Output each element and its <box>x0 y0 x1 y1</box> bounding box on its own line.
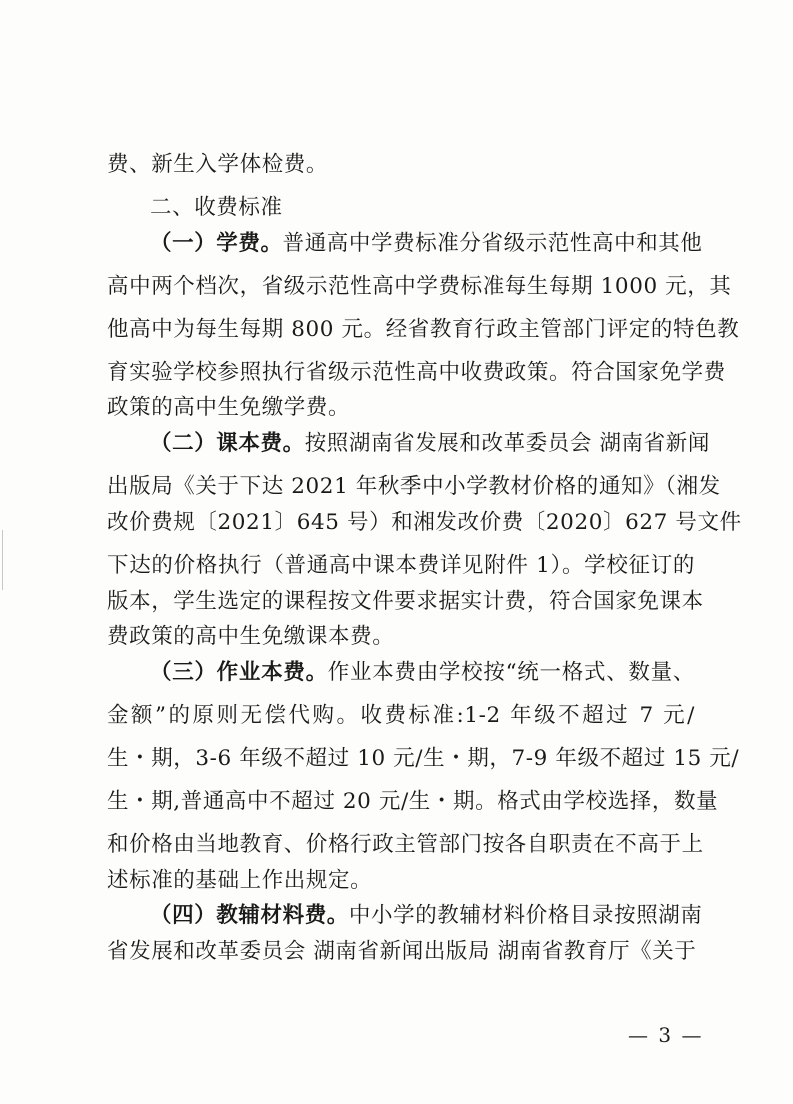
paragraph-line <box>150 229 703 259</box>
item-heading-tuition: （一）学费。 <box>150 231 283 256</box>
paragraph-line: 省发展和改革委员会 湖南省新闻出版局 湖南省教育厅《关于 <box>107 939 697 964</box>
paragraph-line: 生・期，3-6 年级不超过 10 元/生・期，7-9 年级不超过 15 元/ <box>107 746 740 771</box>
page-number: — 3 — <box>628 1023 704 1047</box>
paragraph-line: 金额”的原则无偿代购。收费标准:1-2 年级不超过 7 元/ <box>107 703 695 728</box>
paragraph-line: 高中两个档次，省级示范性高中学费标准每生每期 1000 元，其 <box>107 274 732 299</box>
paragraph-line: 和价格由当地教育、价格行政主管部门按各自职责在不高于上 <box>107 832 704 857</box>
paragraph-line <box>150 658 695 688</box>
paragraph-line: 费政策的高中生免缴课本费。 <box>107 624 395 649</box>
section-heading: 二、收费标准 <box>150 195 283 220</box>
item-heading-textbook: （二）课本费。 <box>150 431 305 456</box>
paragraph-text: 普通高中学费标准分省级示范性高中和其他 <box>282 231 703 256</box>
paragraph-line <box>150 901 703 931</box>
paragraph-line: 述标准的基础上作出规定。 <box>107 868 373 893</box>
item-heading-workbook: （三）作业本费。 <box>150 660 328 685</box>
paragraph-line: 下达的价格执行（普通高中课本费详见附件 1）。学校征订的 <box>107 553 695 578</box>
item-heading-teaching-materials: （四）教辅材料费。 <box>150 903 349 928</box>
paragraph-line: 他高中为每生每期 800 元。经省教育行政主管部门评定的特色教 <box>107 317 740 342</box>
paragraph-line: 育实验学校参照执行省级示范性高中收费政策。符合国家免学费 <box>107 360 726 385</box>
paragraph-text: 中小学的教辅材料价格目录按照湖南 <box>348 903 703 928</box>
paragraph-line: 改价费规〔2021〕645 号）和湘发改价费〔2020〕627 号文件 <box>107 510 742 535</box>
paragraph-line: 版本，学生选定的课程按文件要求据实计费，符合国家免课本 <box>107 589 704 614</box>
paragraph-line: 出版局《关于下达 2021 年秋季中小学教材价格的通知》（湘发 <box>107 474 721 499</box>
scan-edge-mark <box>2 530 3 590</box>
paragraph-line: 政策的高中生免缴学费。 <box>107 395 351 420</box>
paragraph-line: 生・期,普通高中不超过 20 元/生・期。格式由学校选择，数量 <box>107 789 719 814</box>
paragraph-text: 作业本费由学校按“统一格式、数量、 <box>327 660 695 685</box>
paragraph-line <box>150 429 710 459</box>
paragraph-line: 费、新生入学体检费。 <box>107 152 329 177</box>
paragraph-text: 按照湖南省发展和改革委员会 湖南省新闻 <box>304 431 710 456</box>
